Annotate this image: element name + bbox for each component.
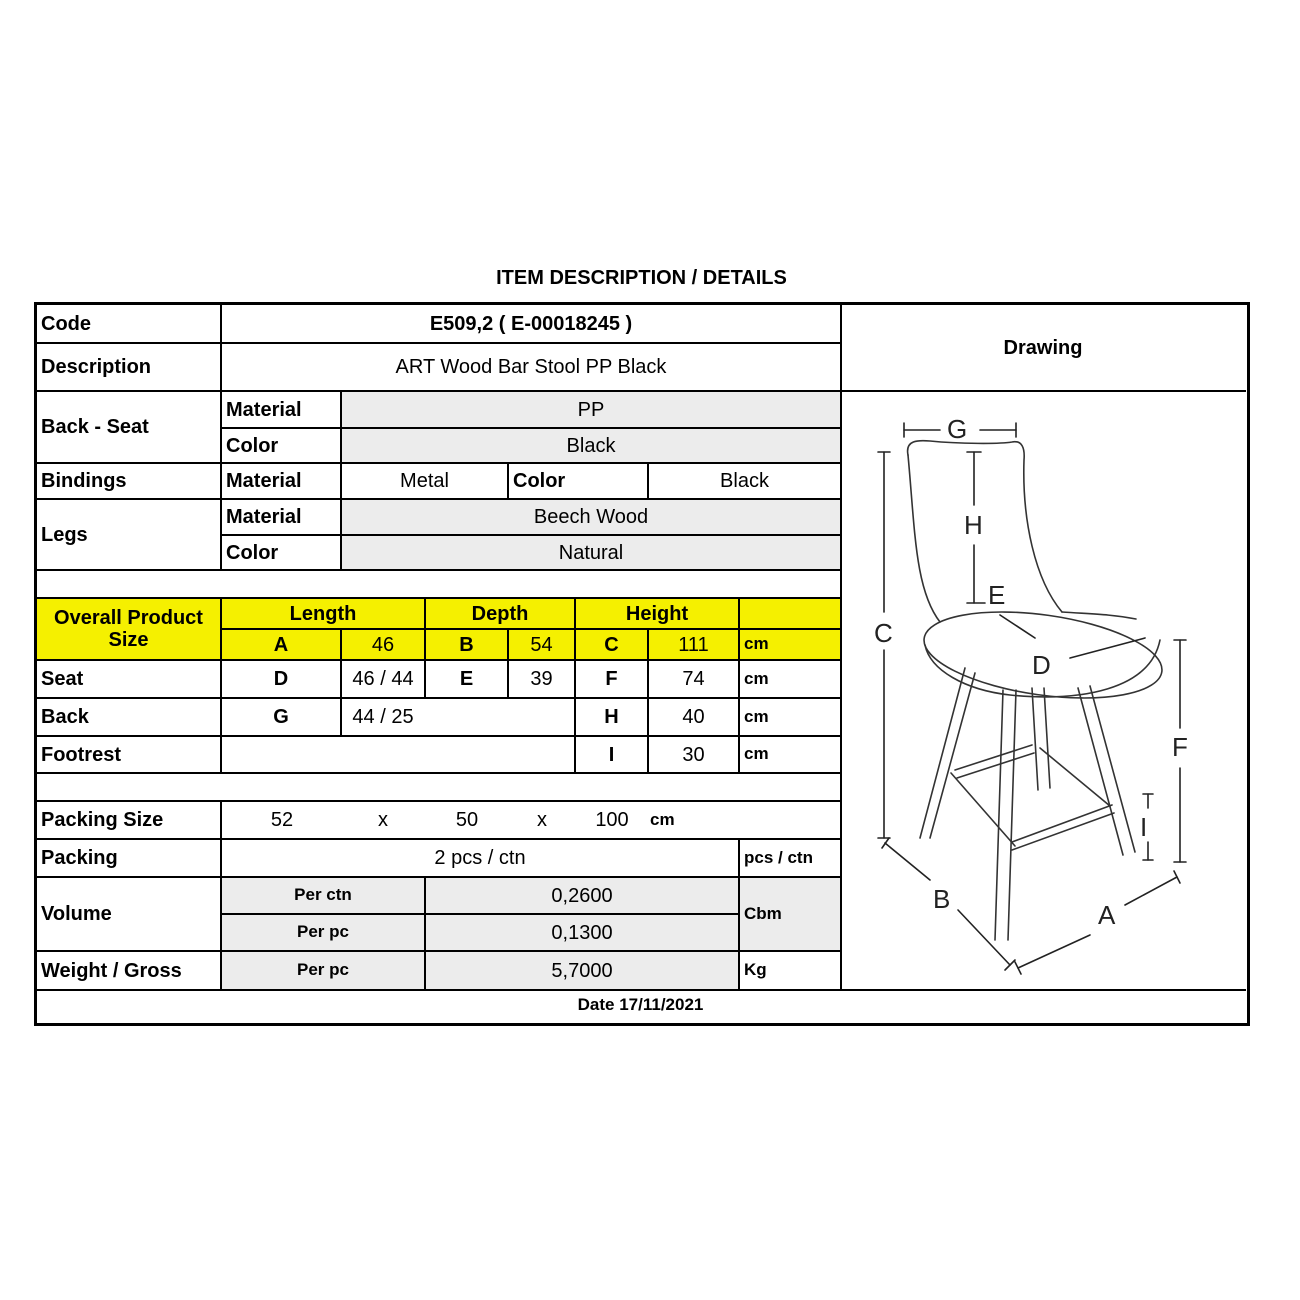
legs-material-label: Material [226, 506, 302, 528]
height-label: Height [625, 602, 689, 625]
length-label: Length [289, 602, 357, 625]
drawing-label-f: F [1172, 732, 1188, 762]
legs-color-label: Color [226, 541, 279, 564]
legs-label: Legs [41, 523, 88, 546]
packing-size-unit: cm [650, 809, 675, 829]
packing-value: 2 pcs / ctn [434, 847, 526, 869]
packing-width: 50 [455, 809, 479, 831]
volume-unit: Cbm [744, 903, 782, 923]
drawing-label-i: I [1140, 812, 1148, 842]
dim-f-value: 74 [682, 668, 705, 690]
dim-b-letter: B [459, 633, 474, 656]
dim-g-value: 44 / 25 [352, 706, 414, 728]
dim-c-value: 111 [678, 633, 709, 656]
back-seat-color: Black [566, 434, 616, 457]
volume-per-ctn: 0,2600 [551, 884, 613, 907]
packing-size-label: Packing Size [41, 809, 164, 831]
dim-i-letter: I [608, 743, 615, 766]
packing-x2: x [537, 809, 547, 831]
overall-size-label: Overall Product Size [54, 607, 203, 651]
seat-label: Seat [41, 668, 84, 690]
depth-label: Depth [471, 602, 529, 625]
dim-a-letter: A [273, 633, 289, 656]
bindings-color-label: Color [513, 470, 566, 492]
packing-unit: pcs / ctn [744, 847, 813, 867]
drawing-label-a: A [1098, 900, 1116, 930]
dim-f-letter: F [605, 668, 618, 690]
packing-x1: x [378, 809, 388, 831]
document-title: ITEM DESCRIPTION / DETAILS [496, 267, 787, 289]
code-label: Code [41, 312, 91, 335]
description-label: Description [41, 356, 152, 378]
packing-length: 52 [270, 809, 294, 831]
bindings-material: Metal [400, 470, 449, 492]
back-seat-color-label: Color [226, 434, 279, 457]
back-seat-material: PP [577, 398, 605, 421]
dim-c-letter: C [604, 633, 619, 656]
bindings-color: Black [720, 470, 769, 492]
dim-d-letter: D [273, 668, 289, 690]
code-value: E509,2 ( E-00018245 ) [429, 312, 633, 335]
drawing-label-d: D [1032, 650, 1051, 680]
volume-per-ctn-label: Per ctn [294, 885, 352, 905]
legs-material: Beech Wood [533, 506, 649, 528]
footrest-label: Footrest [41, 743, 121, 766]
drawing-label-b: B [933, 884, 951, 914]
weight-per-pc-label: Per pc [297, 960, 349, 980]
dim-d-value: 46 / 44 [352, 668, 414, 690]
description-value: ART Wood Bar Stool PP Black [395, 356, 667, 378]
bindings-material-label: Material [226, 470, 302, 492]
stool-drawing [842, 392, 1246, 990]
back-seat-label: Back - Seat [41, 416, 149, 438]
volume-per-pc-label: Per pc [297, 922, 349, 942]
dim-b-value: 54 [530, 633, 553, 656]
date-footer: Date 17/11/2021 [577, 995, 704, 1015]
seat-unit: cm [744, 668, 769, 688]
volume-per-pc: 0,1300 [551, 921, 613, 944]
drawing-label: Drawing [1003, 336, 1083, 359]
dim-e-value: 39 [530, 668, 553, 690]
drawing-label-c: C [874, 618, 893, 648]
packing-label: Packing [41, 847, 118, 869]
dim-a-value: 46 [371, 633, 395, 656]
weight-unit: Kg [744, 960, 767, 980]
dim-h-value: 40 [682, 706, 705, 728]
footrest-unit: cm [744, 744, 769, 764]
packing-height: 100 [595, 809, 629, 831]
legs-color: Natural [558, 541, 624, 564]
volume-label: Volume [41, 903, 112, 925]
bindings-label: Bindings [41, 470, 127, 492]
drawing-label-h: H [964, 510, 983, 540]
overall-unit: cm [744, 634, 769, 654]
back-unit: cm [744, 706, 769, 726]
dim-h-letter: H [604, 706, 619, 728]
drawing-label-g: G [947, 414, 968, 444]
dim-g-letter: G [273, 706, 289, 728]
back-seat-material-label: Material [226, 398, 302, 421]
weight-value: 5,7000 [551, 959, 613, 982]
drawing-label-e: E [988, 580, 1006, 610]
dim-i-value: 30 [682, 743, 705, 766]
weight-label: Weight / Gross [41, 959, 182, 982]
dim-e-letter: E [459, 668, 474, 690]
back-label: Back [41, 706, 89, 728]
